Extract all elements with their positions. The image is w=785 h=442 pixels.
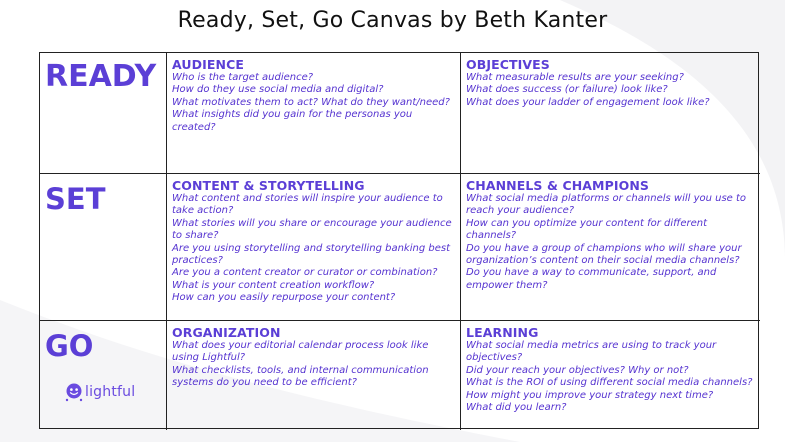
content-storytelling-heading: CONTENT & STORYTELLING: [172, 178, 365, 193]
question-text: How do they use social media and digital?: [172, 84, 384, 96]
organization-heading: ORGANIZATION: [172, 325, 281, 340]
question-text: Do you have a group of champions who will share your organization’s content on their social media channels?: [466, 242, 742, 267]
channels-champions-heading: CHANNELS & CHAMPIONS: [466, 178, 649, 193]
question-text: What social media platforms or channels will you use to reach your audience?: [466, 193, 747, 217]
stage-label-ready: READY: [45, 59, 157, 94]
question-text: What does success (or failure) look like?: [466, 84, 668, 96]
question-text: Are you using storytelling and storytelling banking best practices?: [172, 242, 450, 267]
question-text: What did you learn?: [466, 402, 567, 414]
objectives-cell: [461, 53, 760, 174]
question-text: Do you have a way to communicate, support, and empower them?: [466, 267, 717, 291]
audience-cell: [167, 53, 461, 174]
organization-cell: [167, 321, 461, 430]
stage-label-go: GO: [45, 329, 94, 363]
question-text: How can you easily repurpose your content?: [172, 292, 396, 304]
question-text: What stories will you share or encourage your audience to share?: [172, 217, 452, 242]
question-text: How can you optimize your content for different channels?: [466, 217, 708, 242]
lightful-logo-text: lightful: [85, 384, 136, 400]
lightful-face-icon: [64, 381, 84, 403]
channels-champions-cell: [461, 174, 760, 321]
question-text: What social media metrics are using to track your objectives?: [466, 340, 717, 364]
question-text: What motivates them to act? What do they want/need?: [172, 96, 450, 108]
question-text: What content and stories will inspire your audience to take action?: [172, 193, 443, 217]
question-text: What checklists, tools, and internal communication systems do you need to be efficient?: [172, 364, 429, 389]
question-text: What does your ladder of engagement look like?: [466, 96, 710, 108]
question-text: Who is the target audience?: [172, 72, 314, 83]
learning-cell: [461, 321, 760, 430]
canvas-grid: [39, 52, 759, 429]
question-text: What is your content creation workflow?: [172, 279, 375, 291]
stage-cell-go: [40, 321, 167, 430]
question-text: What insights did you gain for the personas you created?: [172, 109, 413, 133]
lightful-logo: [64, 381, 135, 403]
question-text: What measurable results are your seeking?: [466, 72, 684, 83]
page-title: Ready, Set, Go Canvas by Beth Kanter: [177, 8, 608, 33]
question-text: What does your editorial calendar process look like using Lightful?: [172, 340, 429, 364]
question-text: Are you a content creator or curator or combination?: [172, 267, 438, 279]
audience-heading: AUDIENCE: [172, 57, 244, 72]
content-storytelling-cell: [167, 174, 461, 321]
question-text: What is the ROI of using different social media channels?: [466, 377, 753, 389]
learning-heading: LEARNING: [466, 325, 539, 340]
stage-cell-set: [40, 174, 167, 321]
objectives-heading: OBJECTIVES: [466, 57, 550, 72]
question-text: Did your reach your objectives? Why or not?: [466, 364, 689, 376]
stage-label-set: SET: [45, 182, 106, 216]
stage-cell-ready: [40, 53, 167, 174]
question-text: How might you improve your strategy next time?: [466, 389, 714, 401]
